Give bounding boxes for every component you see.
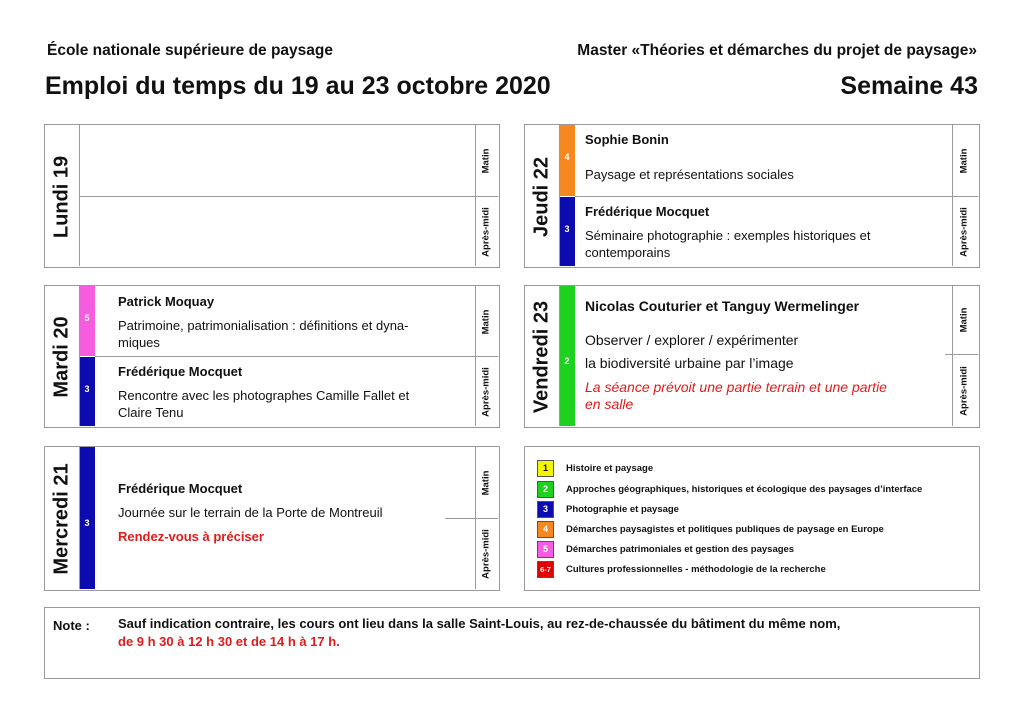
legend-swatch-3: 3 [537,501,554,518]
legend-label: Photographie et paysage [566,504,679,515]
slot-label-morning: Matin [958,148,970,174]
day-label-lundi: Lundi 19 [50,155,73,239]
course-title: Patrimoine, patrimonialisation : définitions et dyna- miques [118,318,409,350]
divider [79,286,80,426]
school-name: École nationale supérieure de paysage [47,42,334,59]
teacher-name: Frédérique Mocquet [585,204,710,219]
day-label-mercredi: Mercredi 21 [50,463,73,575]
day-box-mardi [44,285,500,428]
legend-label: Démarches paysagistes et politiques publiques de paysage en Europe [566,524,884,535]
note-label: Note : [53,618,90,633]
category-number: 4 [564,152,570,162]
session-note: La séance prévoit une partie terrain et une partie en salle [585,379,887,412]
day-box-jeudi [524,124,980,268]
slot-label-afternoon: Après-midi [958,207,970,257]
page-title: Emploi du temps du 19 au 23 octobre 2020 [45,72,551,100]
divider [952,286,953,426]
week-label: Semaine 43 [840,72,978,100]
slot-label-afternoon: Après-midi [480,207,492,257]
divider [445,518,498,519]
category-number: 3 [564,224,570,234]
slot-label-afternoon: Après-midi [480,367,492,417]
master-title: Master «Théories et démarches du projet de paysage» [577,42,977,59]
legend-swatch-5: 5 [537,541,554,558]
slot-label-morning: Matin [958,307,970,333]
course-title: Observer / explorer / expérimenter [585,332,799,348]
divider [95,356,498,357]
divider [79,447,80,589]
day-box-lundi [44,124,500,268]
legend-label: Histoire et paysage [566,463,654,474]
category-number: 3 [84,518,90,528]
teacher-name: Sophie Bonin [585,132,669,147]
day-label-mardi: Mardi 20 [50,316,73,398]
day-box-vendredi [524,285,980,428]
note-text: Sauf indication contraire, les cours ont lieu dans la salle Saint-Louis, au rez-de-chaussée du bâtiment du même nom, [118,616,841,631]
legend-label: Cultures professionnelles - méthodologie de la recherche [566,564,826,575]
legend-box [524,446,980,591]
teacher-name: Patrick Moquay [118,294,215,309]
divider [559,286,560,426]
divider [575,196,978,197]
legend-label: Approches géographiques, historiques et écologique des paysages d’interface [566,484,923,495]
note-box [44,607,980,679]
teacher-name: Frédérique Mocquet [118,481,243,496]
course-title: Journée sur le terrain de la Porte de Montreuil [118,505,383,520]
meeting-note: Rendez-vous à préciser [118,529,264,544]
course-subtitle: la biodiversité urbaine par l’image [585,355,794,371]
divider [559,125,560,266]
course-title: Paysage et représentations sociales [585,167,794,182]
legend-swatch-4: 4 [537,521,554,538]
teacher-name: Nicolas Couturier et Tanguy Wermelinger [585,298,860,314]
day-label-vendredi: Vendredi 23 [530,300,553,414]
legend-label: Démarches patrimoniales et gestion des paysages [566,544,795,555]
slot-label-afternoon: Après-midi [958,366,970,416]
slot-label-morning: Matin [480,309,492,335]
day-box-mercredi [44,446,500,591]
teacher-name: Frédérique Mocquet [118,364,243,379]
divider [79,196,498,197]
divider [945,354,978,355]
category-number: 2 [564,356,570,366]
slot-label-morning: Matin [480,470,492,496]
slot-label-afternoon: Après-midi [480,529,492,579]
category-number: 5 [84,313,90,323]
slot-label-morning: Matin [480,148,492,174]
legend-swatch-1: 1 [537,460,554,477]
note-hours: de 9 h 30 à 12 h 30 et de 14 h à 17 h. [118,634,340,649]
legend-swatch-6-7: 6-7 [537,561,554,578]
category-number: 3 [84,384,90,394]
course-title: Séminaire photographie : exemples historiques et contemporains [585,228,871,260]
legend-swatch-2: 2 [537,481,554,498]
day-label-jeudi: Jeudi 22 [530,156,553,238]
course-title: Rencontre avec les photographes Camille Fallet et Claire Tenu [118,388,410,420]
